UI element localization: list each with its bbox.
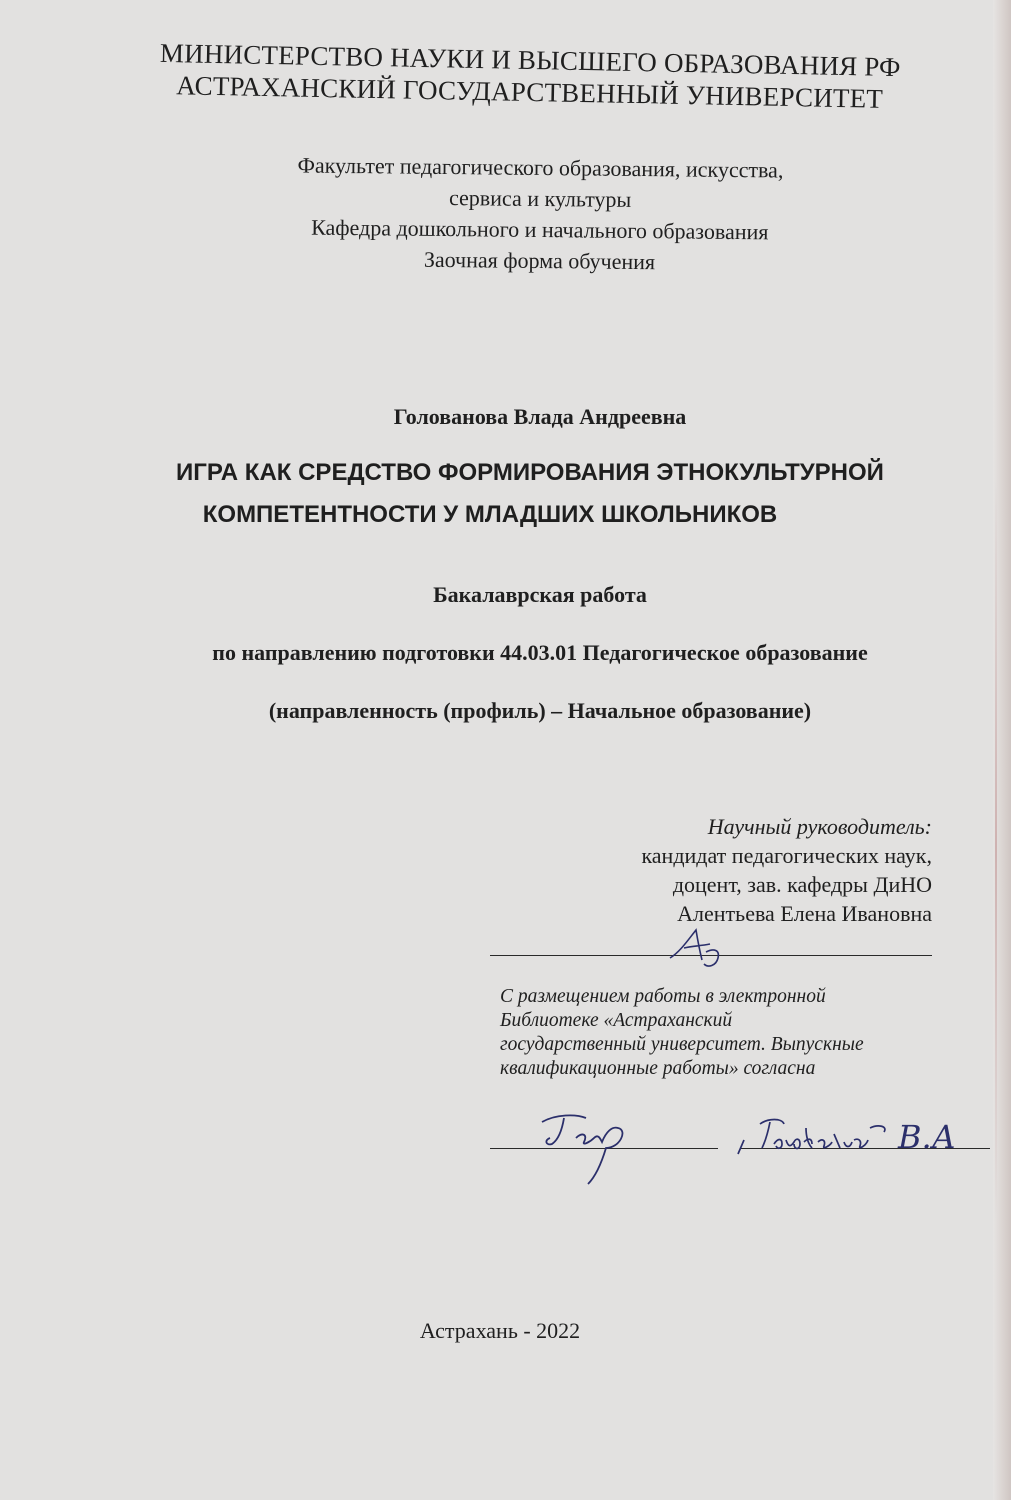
ministry-name: МИНИСТЕРСТВО НАУКИ И ВЫСШЕГО ОБРАЗОВАНИЯ РФ — [159, 37, 901, 83]
consent-line-4: квалификационные работы» согласна — [500, 1058, 816, 1079]
faculty-line-2: сервиса и культуры — [448, 185, 632, 212]
study-profile: (направленность (профиль) – Начальное образование) — [268, 698, 812, 723]
consent-line-1: С размещением работы в электронной — [500, 986, 826, 1007]
consent-initials: В.А — [898, 1118, 956, 1156]
supervisor-signature — [662, 922, 742, 972]
author-name: Голованова Влада Андреевна — [393, 404, 687, 429]
supervisor-degree: кандидат педагогических наук, — [641, 843, 932, 868]
faculty-block — [199, 148, 880, 279]
consent-signature — [536, 1108, 656, 1188]
faculty-line-1: Факультет педагогического образования, искусства, — [297, 152, 784, 183]
supervisor-heading: Научный руководитель: — [707, 814, 932, 839]
study-form: Заочная форма обучения — [423, 246, 656, 275]
supervisor-name: Алентьева Елена Ивановна — [677, 901, 932, 926]
consent-line-3: государственный университет. Выпускные — [500, 1034, 864, 1055]
supervisor-block — [520, 812, 932, 928]
consent-handwritten-name — [738, 1110, 988, 1160]
edge-mark — [995, 480, 997, 1220]
thesis-title-line-1: ИГРА КАК СРЕДСТВО ФОРМИРОВАНИЯ ЭТНОКУЛЬТУРНОЙ — [176, 459, 884, 486]
ministry-header — [149, 37, 910, 116]
thesis-title — [120, 452, 940, 536]
department-name: Кафедра дошкольного и начального образования — [311, 214, 769, 245]
university-name: АСТРАХАНСКИЙ ГОСУДАРСТВЕННЫЙ УНИВЕРСИТЕТ — [176, 70, 884, 114]
thesis-title-line-2: КОМПЕТЕНТНОСТИ У МЛАДШИХ ШКОЛЬНИКОВ — [202, 501, 778, 528]
city-year: Астрахань - 2022 — [419, 1318, 581, 1343]
study-direction: по направлению подготовки 44.03.01 Педагогическое образование — [212, 640, 868, 665]
work-type: Бакалаврская работа — [433, 582, 647, 607]
consent-block — [500, 985, 960, 1081]
supervisor-position: доцент, зав. кафедры ДиНО — [672, 872, 932, 897]
consent-line-2: Библиотеке «Астраханский — [500, 1010, 733, 1031]
